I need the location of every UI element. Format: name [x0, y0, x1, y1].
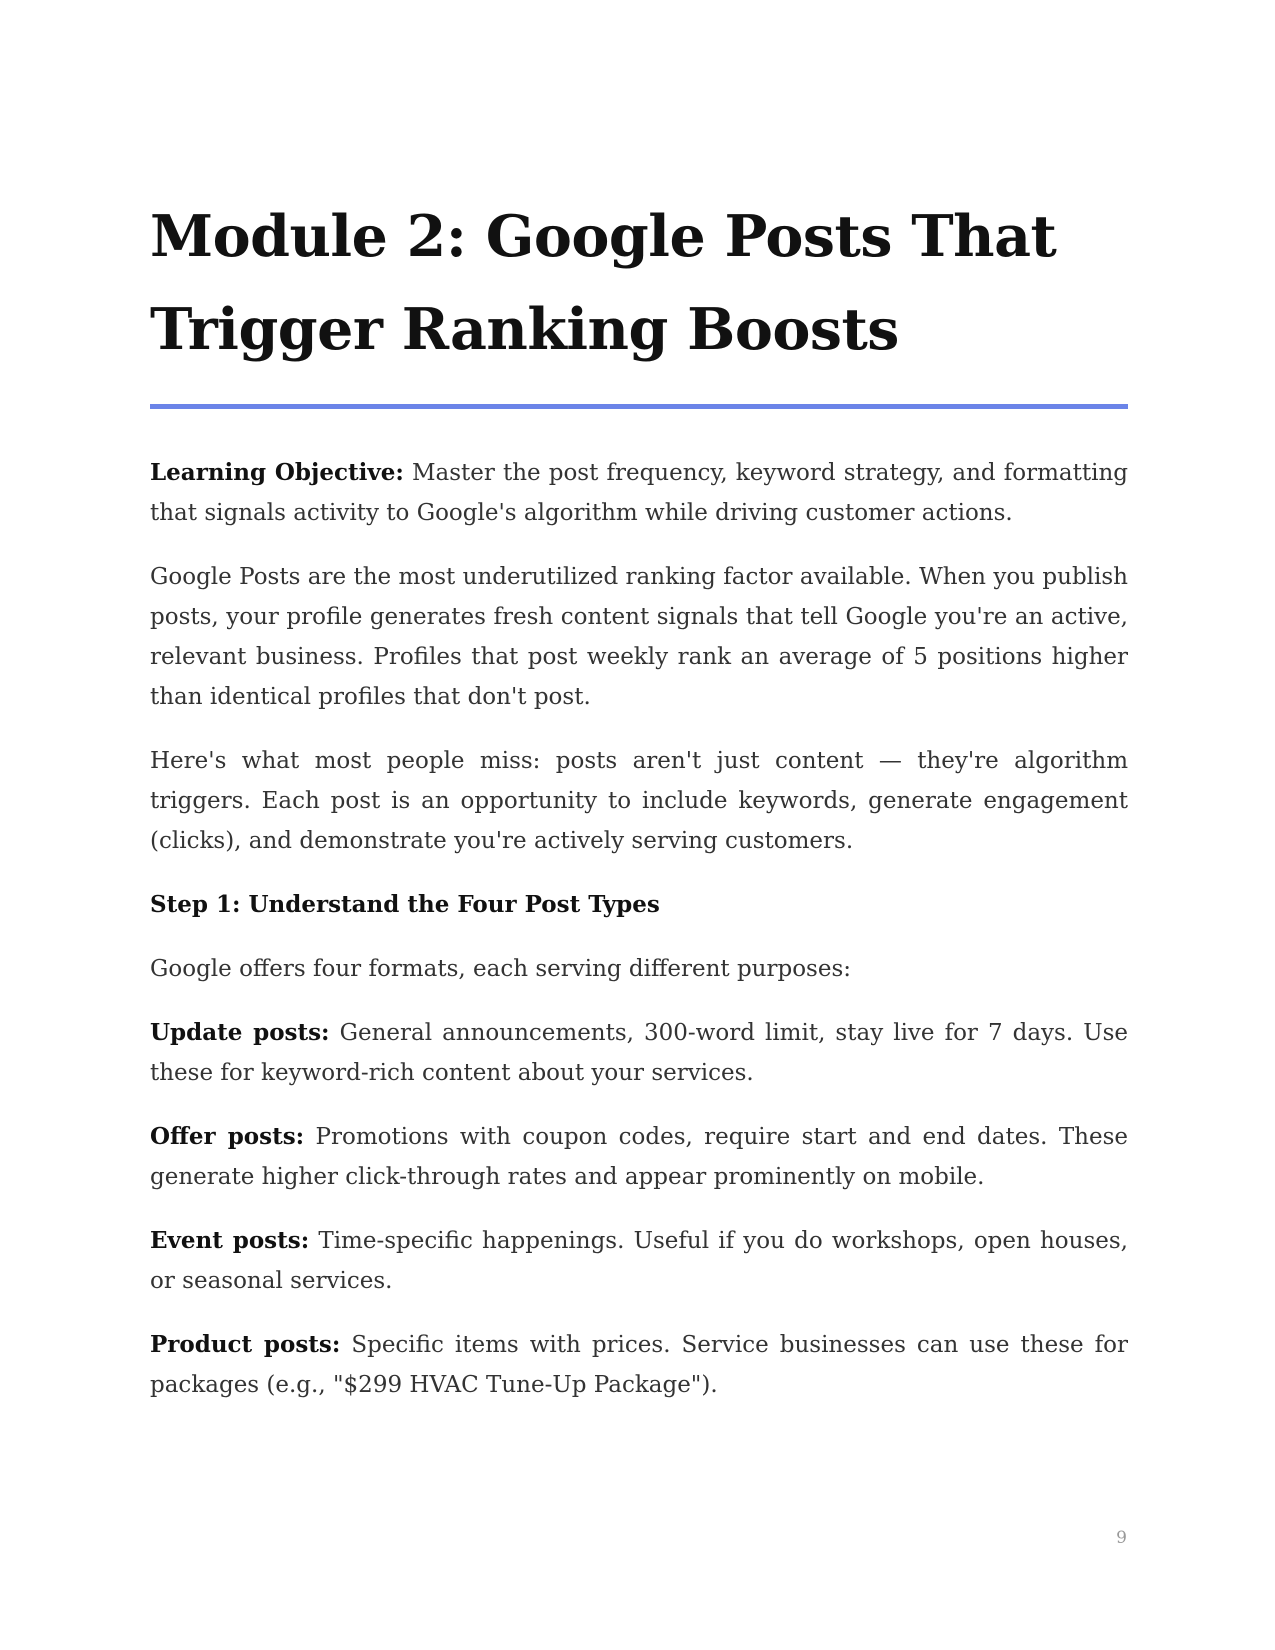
page-number: 9 [1116, 1528, 1127, 1548]
step-1-intro: Google offers four formats, each serving different purposes: [150, 956, 852, 982]
post-type-label: Update posts: [150, 1019, 330, 1046]
post-type-description: General announcements, 300-word limit, stay live for 7 days. Use these for keyword-rich content about your services. [150, 1020, 1128, 1086]
title-divider [150, 404, 1128, 409]
step-1-heading: Step 1: Understand the Four Post Types [150, 891, 660, 918]
page-title: Module 2: Google Posts That Trigger Ranking Boosts [150, 203, 1057, 363]
body-paragraph-2: Here's what most people miss: posts aren't just content — they're algorithm triggers. Each post is an opportunity to include keywords, generate engagement (clicks), and demonstrate you're actively serving customers. [150, 748, 1128, 854]
post-type-description: Time-specific happenings. Useful if you do workshops, open houses, or seasonal services. [150, 1228, 1128, 1294]
learning-objective-text: Master the post frequency, keyword strategy, and formatting that signals activity to Google's algorithm while driving customer actions. [150, 460, 1128, 526]
post-type-update [150, 1013, 1128, 1093]
post-type-product [150, 1325, 1128, 1405]
learning-objective-label: Learning Objective: [150, 459, 404, 486]
post-type-event [150, 1221, 1128, 1301]
post-type-label: Event posts: [150, 1227, 310, 1254]
post-type-description: Promotions with coupon codes, require start and end dates. These generate higher click-through rates and appear prominently on mobile. [150, 1124, 1128, 1190]
page-content [150, 190, 1128, 1429]
post-type-description: Specific items with prices. Service businesses can use these for packages (e.g., "$299 HVAC Tune-Up Package"). [150, 1332, 1128, 1398]
post-type-label: Offer posts: [150, 1123, 305, 1150]
learning-objective-paragraph [150, 453, 1128, 533]
post-type-label: Product posts: [150, 1331, 341, 1358]
post-type-offer [150, 1117, 1128, 1197]
body-paragraph-1: Google Posts are the most underutilized ranking factor available. When you publish posts, your profile generates fresh content signals that tell Google you're an active, relevant business. Profiles that post weekly rank an average of 5 positions higher than identical profiles that don't post. [150, 564, 1128, 710]
